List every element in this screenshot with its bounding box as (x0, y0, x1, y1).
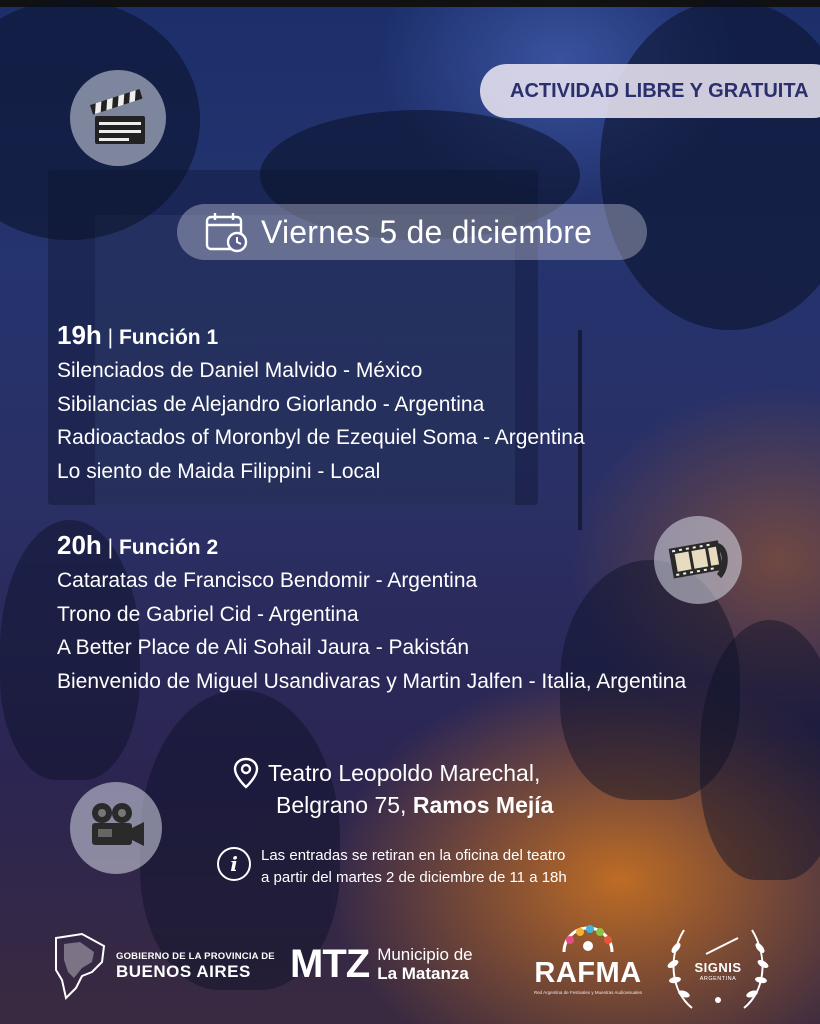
matanza-logo-line-2: La Matanza (377, 963, 469, 983)
ticket-info-line-2: a partir del martes 2 de diciembre de 11 a 18h (261, 869, 567, 886)
signis-logo-name: SIGNIS (694, 960, 742, 975)
province-map-icon (52, 932, 108, 1000)
session-header (57, 320, 585, 351)
venue (232, 757, 553, 821)
film-item: Lo siento de Maida Filippini - Local (57, 459, 381, 483)
film-item: Silenciados de Daniel Malvido - México (57, 359, 423, 382)
session-label: Función 2 (118, 536, 219, 559)
film-item: Cataratas de Francisco Bendomir - Argentina (57, 569, 478, 592)
film-item: Trono de Gabriel Cid - Argentina (57, 602, 359, 626)
tree-silhouette (600, 0, 820, 330)
buenos-aires-logo-line-2: BUENOS AIRES (116, 961, 251, 981)
sponsor-logos (0, 920, 820, 1020)
session-label: Función 1 (118, 326, 219, 349)
free-activity-badge: ACTIVIDAD LIBRE Y GRATUITA (480, 64, 820, 118)
session-separator: | (107, 536, 114, 559)
event-date: Viernes 5 de diciembre (261, 213, 593, 250)
movie-camera-icon (84, 799, 148, 857)
calendar-clock-icon (205, 211, 249, 253)
movie-camera-icon-circle (70, 782, 162, 874)
matanza-logo-mark: MTZ (290, 942, 370, 986)
venue-city: Ramos Mejía (412, 792, 554, 818)
date-pill (177, 204, 647, 260)
session-header (57, 530, 686, 561)
film-item: Sibilancias de Alejandro Giorlando - Argentina (57, 392, 485, 416)
info-icon: i (217, 847, 251, 881)
buenos-aires-logo-line-1: GOBIERNO DE LA PROVINCIA DE (116, 950, 275, 962)
session-separator: | (107, 326, 114, 349)
film-item: Radioactados of Moronbyl de Ezequiel Soma - Argentina (57, 426, 585, 449)
ticket-info (217, 845, 567, 889)
matanza-logo-line-1: Municipio de (377, 944, 473, 964)
venue-address: Belgrano 75, (276, 792, 407, 818)
venue-name: Teatro Leopoldo Marechal, (268, 760, 541, 786)
buenos-aires-logo (52, 932, 275, 1000)
film-item: Bienvenido de Miguel Usandivaras y Martin Jalfen - Italia, Argentina (57, 669, 687, 693)
rafma-reel-icon (556, 924, 620, 954)
location-pin-icon (232, 757, 260, 789)
ticket-info-line-1: Las entradas se retiran en la oficina del teatro (261, 847, 566, 864)
session-hour: 19h (57, 320, 102, 350)
rafma-logo-subtitle: Red Argentina de Festivales y Muestras Audiovisuales (533, 990, 643, 995)
session-hour: 20h (57, 530, 102, 560)
clapperboard-icon-circle (70, 70, 166, 166)
session-2 (57, 530, 686, 698)
session-1 (57, 320, 585, 488)
signis-logo (662, 920, 774, 1016)
film-item: A Better Place de Ali Sohail Jaura - Pakistán (57, 636, 470, 659)
rafma-logo (528, 924, 648, 995)
signis-logo-subtitle: ARGENTINA (699, 976, 737, 982)
clapperboard-icon (85, 88, 151, 148)
matanza-logo (290, 942, 473, 987)
rafma-logo-name: RAFMA (534, 957, 642, 989)
